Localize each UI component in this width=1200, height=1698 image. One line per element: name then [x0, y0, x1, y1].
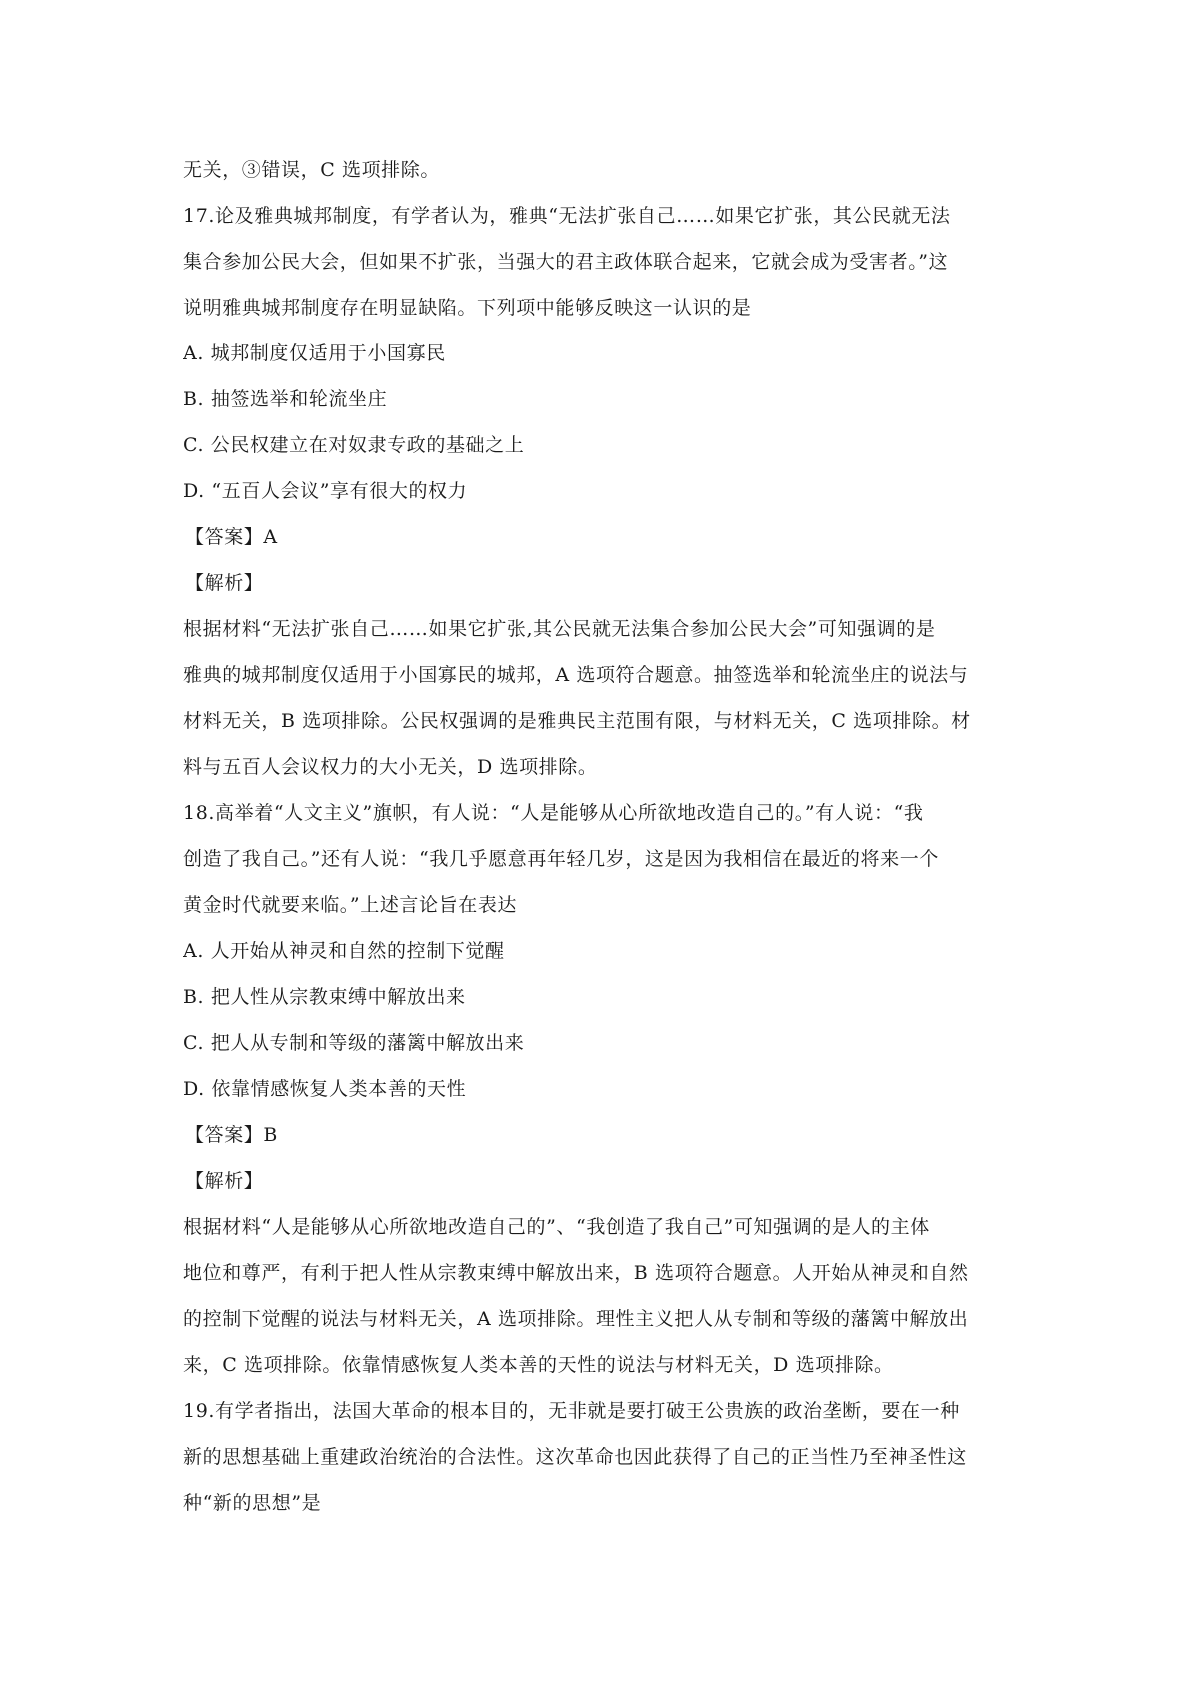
question-17-stem: 17.论及雅典城邦制度，有学者认为，雅典“无法扩张自己……如果它扩张，其公民就无法 — [183, 205, 951, 227]
question-19-stem: 新的思想基础上重建政治统治的合法性。这次革命也因此获得了自己的正当性乃至神圣性这 — [183, 1446, 968, 1468]
answer-label: 【答案】A — [185, 526, 278, 548]
analysis-text: 的控制下觉醒的说法与材料无关，A 选项排除。理性主义把人从专制和等级的藩篱中解放出 — [183, 1308, 969, 1330]
analysis-text: 根据材料“无法扩张自己……如果它扩张,其公民就无法集合参加公民大会”可知强调的是 — [183, 618, 936, 640]
question-19-stem: 种“新的思想”是 — [183, 1492, 322, 1514]
option-b: B. 把人性从宗教束缚中解放出来 — [183, 986, 466, 1008]
question-18-stem: 18.高举着“人文主义”旗帜，有人说：“人是能够从心所欲地改造自己的。”有人说：“我 — [183, 802, 924, 824]
analysis-label: 【解析】 — [185, 1170, 264, 1192]
question-18-stem: 创造了我自己。”还有人说：“我几乎愿意再年轻几岁，这是因为我相信在最近的将来一个 — [183, 848, 939, 870]
option-c: C. 把人从专制和等级的藩篱中解放出来 — [183, 1032, 525, 1054]
analysis-text: 根据材料“人是能够从心所欲地改造自己的”、“我创造了我自己”可知强调的是人的主体 — [183, 1216, 930, 1238]
question-17-stem: 集合参加公民大会，但如果不扩张，当强大的君主政体联合起来，它就会成为受害者。”这 — [183, 251, 949, 273]
option-b: B. 抽签选举和轮流坐庄 — [183, 388, 388, 410]
answer-label: 【答案】B — [185, 1124, 278, 1146]
option-a: A. 城邦制度仅适用于小国寡民 — [183, 342, 446, 364]
analysis-text: 地位和尊严，有利于把人性从宗教束缚中解放出来，B 选项符合题意。人开始从神灵和自然 — [183, 1262, 969, 1284]
option-d: D. 依靠情感恢复人类本善的天性 — [183, 1078, 467, 1100]
option-d: D. “五百人会议”享有很大的权力 — [183, 480, 468, 502]
option-c: C. 公民权建立在对奴隶专政的基础之上 — [183, 434, 525, 456]
analysis-text: 料与五百人会议权力的大小无关，D 选项排除。 — [183, 756, 598, 778]
question-18-stem: 黄金时代就要来临。”上述言论旨在表达 — [183, 894, 518, 916]
analysis-text: 材料无关，B 选项排除。公民权强调的是雅典民主范围有限，与材料无关，C 选项排除。材 — [183, 710, 971, 732]
question-17-stem: 说明雅典城邦制度存在明显缺陷。下列项中能够反映这一认识的是 — [183, 297, 752, 319]
analysis-text: 来，C 选项排除。依靠情感恢复人类本善的天性的说法与材料无关，D 选项排除。 — [183, 1354, 894, 1376]
text-line: 无关，③错误，C 选项排除。 — [183, 159, 440, 181]
analysis-text: 雅典的城邦制度仅适用于小国寡民的城邦，A 选项符合题意。抽签选举和轮流坐庄的说法与 — [183, 664, 969, 686]
option-a: A. 人开始从神灵和自然的控制下觉醒 — [183, 940, 505, 962]
question-19-stem: 19.有学者指出，法国大革命的根本目的，无非就是要打破王公贵族的政治垄断，要在一种 — [183, 1400, 960, 1422]
analysis-label: 【解析】 — [185, 572, 264, 594]
